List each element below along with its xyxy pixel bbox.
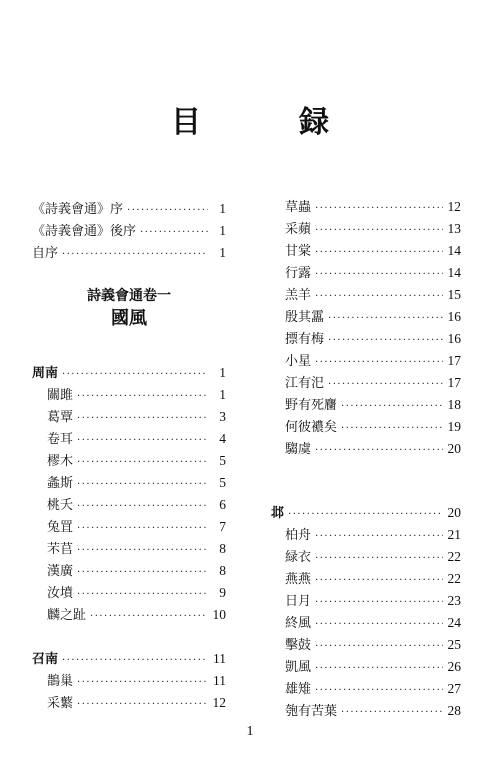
- dot-leader: [341, 396, 443, 418]
- toc-entry-page: 1: [219, 365, 226, 380]
- toc-entry: [271, 284, 461, 306]
- toc-entry: [271, 262, 461, 284]
- toc-entry-page: 25: [447, 637, 461, 652]
- toc-entry-page: 14: [447, 265, 461, 280]
- toc-entry-title: 桃夭: [47, 498, 74, 513]
- toc-entry-title: 凱風: [285, 660, 312, 675]
- toc-entry-title: 卷耳: [47, 432, 74, 447]
- toc-entry-page: 7: [219, 519, 226, 534]
- toc-entry: [271, 416, 461, 438]
- dot-leader: [315, 592, 443, 614]
- toc-entry-title: 樛木: [47, 454, 74, 469]
- toc-entry-title: 日月: [285, 594, 312, 609]
- toc-entry-title: 周南: [32, 366, 59, 381]
- toc-entry-page: 1: [219, 201, 226, 216]
- dot-leader: [341, 702, 443, 724]
- toc-entry-page: 4: [219, 431, 226, 446]
- toc-entry-page: 16: [447, 331, 461, 346]
- dot-leader: [315, 286, 443, 308]
- toc-entry: [32, 692, 226, 714]
- toc-entry-page: 11: [213, 673, 226, 688]
- toc-entry: [271, 196, 461, 218]
- toc-entry: [271, 568, 461, 590]
- toc-entry-title: 騶虞: [285, 442, 312, 457]
- toc-entry-page: 13: [447, 221, 461, 236]
- toc-entry: [271, 612, 461, 634]
- dot-leader: [90, 606, 208, 628]
- toc-entry-page: 17: [447, 353, 461, 368]
- toc-entry: [32, 516, 226, 538]
- dot-leader: [77, 562, 208, 584]
- toc-entry: [32, 198, 226, 220]
- toc-entry-page: 1: [219, 387, 226, 402]
- dot-leader: [77, 496, 208, 518]
- toc-entry: [271, 328, 461, 350]
- toc-entry-title: 柏舟: [285, 528, 312, 543]
- toc-entry-page: 12: [212, 695, 226, 710]
- toc-entry-page: 23: [447, 593, 461, 608]
- toc-entry-title: 摽有梅: [285, 332, 325, 347]
- toc-entry-page: 15: [447, 287, 461, 302]
- toc-entry: [32, 670, 226, 692]
- toc-entry-page: 8: [219, 563, 226, 578]
- toc-entry: [271, 350, 461, 372]
- toc-entry: [32, 220, 226, 242]
- toc-entry-page: 19: [447, 419, 461, 434]
- toc-entry-title: 燕燕: [285, 572, 312, 587]
- toc-entry-page: 1: [219, 245, 226, 260]
- toc-entry-page: 24: [447, 615, 461, 630]
- dot-leader: [315, 352, 443, 374]
- toc-entry-title: 羔羊: [285, 288, 312, 303]
- dot-leader: [328, 308, 443, 330]
- toc-entry: [271, 502, 461, 524]
- toc-entry-title: 擊鼓: [285, 638, 312, 653]
- toc-entry-title: 葛覃: [47, 410, 74, 425]
- toc-entry: [32, 604, 226, 626]
- toc-entry-title: 野有死麕: [285, 398, 338, 413]
- toc-entry-page: 6: [219, 497, 226, 512]
- dot-leader: [315, 220, 443, 242]
- toc-entry: [271, 306, 461, 328]
- dot-leader: [77, 694, 208, 716]
- toc-entry: [32, 362, 226, 384]
- toc-right-column: [271, 196, 461, 722]
- dot-leader: [77, 474, 208, 496]
- toc-entry-page: 27: [447, 681, 461, 696]
- toc-entry: [271, 656, 461, 678]
- toc-entry-page: 14: [447, 243, 461, 258]
- page-number: 1: [246, 724, 254, 739]
- dot-leader: [315, 570, 443, 592]
- toc-entry-page: 12: [447, 199, 461, 214]
- toc-entry-page: 8: [219, 541, 226, 556]
- toc-entry: [32, 494, 226, 516]
- toc-entry-title: 何彼襛矣: [285, 420, 338, 435]
- toc-entry: [32, 648, 226, 670]
- toc-entry-title: 小星: [285, 354, 312, 369]
- toc-entry: [32, 242, 226, 264]
- toc-entry-page: 5: [219, 453, 226, 468]
- dot-leader: [77, 408, 208, 430]
- toc-entry: [271, 438, 461, 460]
- front-matter-list: [32, 198, 226, 264]
- toc-entry-title: 緑衣: [285, 550, 312, 565]
- toc-entry-title: 自序: [32, 246, 59, 261]
- toc-entry-page: 20: [447, 505, 461, 520]
- toc-entry: [271, 590, 461, 612]
- toc-entry-title: 采蘋: [285, 222, 312, 237]
- toc-entry: [271, 700, 461, 722]
- toc-entry-title: 召南: [32, 652, 59, 667]
- toc-left-column: [32, 198, 226, 714]
- dot-leader: [315, 658, 443, 680]
- dot-leader: [127, 200, 208, 222]
- toc-entry: [271, 546, 461, 568]
- toc-entry-page: 3: [219, 409, 226, 424]
- toc-entry: [271, 240, 461, 262]
- toc-entry-page: 22: [447, 549, 461, 564]
- toc-entry-page: 17: [447, 375, 461, 390]
- toc-entry: [271, 394, 461, 416]
- toc-entry-title: 漢廣: [47, 564, 74, 579]
- dot-leader: [315, 636, 443, 658]
- toc-entry: [32, 450, 226, 472]
- dot-leader: [315, 198, 443, 220]
- toc-entry: [271, 678, 461, 700]
- toc-entry-title: 甘棠: [285, 244, 312, 259]
- toc-entry: [32, 428, 226, 450]
- toc-entry-title: 行露: [285, 266, 312, 281]
- toc-entry-page: 22: [447, 571, 461, 586]
- dot-leader: [62, 650, 208, 672]
- toc-entry: [271, 372, 461, 394]
- toc-entry-page: 1: [219, 223, 226, 238]
- dot-leader: [77, 518, 208, 540]
- dot-leader: [328, 330, 443, 352]
- section-shaonan-continued: [271, 196, 461, 460]
- section-zhounan: [32, 362, 226, 626]
- toc-entry-title: 《詩義會通》後序: [32, 224, 137, 239]
- toc-entry-page: 5: [219, 475, 226, 490]
- toc-entry-title: 草蟲: [285, 200, 312, 215]
- toc-entry: [32, 406, 226, 428]
- dot-leader: [77, 540, 208, 562]
- toc-entry-title: 雄雉: [285, 682, 312, 697]
- dot-leader: [77, 430, 208, 452]
- dot-leader: [315, 264, 443, 286]
- dot-leader: [315, 440, 443, 462]
- page-title: 目 録: [171, 105, 363, 140]
- toc-entry-page: 16: [447, 309, 461, 324]
- dot-leader: [77, 452, 208, 474]
- dot-leader: [140, 222, 208, 244]
- dot-leader: [77, 584, 208, 606]
- toc-entry-title: 芣苢: [47, 542, 74, 557]
- dot-leader: [315, 242, 443, 264]
- toc-entry-title: 螽斯: [47, 476, 74, 491]
- toc-entry: [32, 560, 226, 582]
- dot-leader: [341, 418, 443, 440]
- toc-entry-title: 采蘩: [47, 696, 74, 711]
- dot-leader: [77, 672, 208, 694]
- toc-entry-title: 邶: [271, 506, 285, 521]
- toc-entry: [32, 538, 226, 560]
- toc-entry-page: 9: [219, 585, 226, 600]
- dot-leader: [77, 386, 208, 408]
- toc-entry-page: 26: [447, 659, 461, 674]
- volume-heading: 詩義會通卷一: [87, 288, 171, 304]
- section-shaonan: [32, 648, 226, 714]
- toc-entry: [271, 524, 461, 546]
- toc-entry: [32, 582, 226, 604]
- toc-entry-title: 《詩義會通》序: [32, 202, 124, 217]
- dot-leader: [288, 504, 443, 526]
- toc-entry: [32, 384, 226, 406]
- toc-entry-title: 鵲巢: [47, 674, 74, 689]
- dot-leader: [62, 244, 208, 266]
- dot-leader: [62, 364, 208, 386]
- toc-entry-title: 兔罝: [47, 520, 74, 535]
- volume-subheading: 國風: [111, 308, 147, 329]
- toc-entry-page: 10: [212, 607, 226, 622]
- toc-entry: [32, 472, 226, 494]
- toc-entry-title: 匏有苦葉: [285, 704, 338, 719]
- toc-entry-page: 18: [447, 397, 461, 412]
- toc-entry: [271, 218, 461, 240]
- toc-entry-title: 汝墳: [47, 586, 74, 601]
- toc-entry-page: 28: [447, 703, 461, 718]
- toc-entry-page: 21: [447, 527, 461, 542]
- dot-leader: [328, 374, 443, 396]
- dot-leader: [315, 614, 443, 636]
- toc-entry-title: 江有汜: [285, 376, 325, 391]
- section-bei: [271, 502, 461, 722]
- toc-entry-page: 11: [213, 651, 226, 666]
- toc-entry: [271, 634, 461, 656]
- toc-entry-title: 麟之趾: [47, 608, 87, 623]
- dot-leader: [315, 680, 443, 702]
- dot-leader: [315, 526, 443, 548]
- toc-entry-title: 終風: [285, 616, 312, 631]
- toc-entry-title: 關雎: [47, 388, 74, 403]
- toc-entry-page: 20: [447, 441, 461, 456]
- toc-entry-title: 殷其靁: [285, 310, 325, 325]
- dot-leader: [315, 548, 443, 570]
